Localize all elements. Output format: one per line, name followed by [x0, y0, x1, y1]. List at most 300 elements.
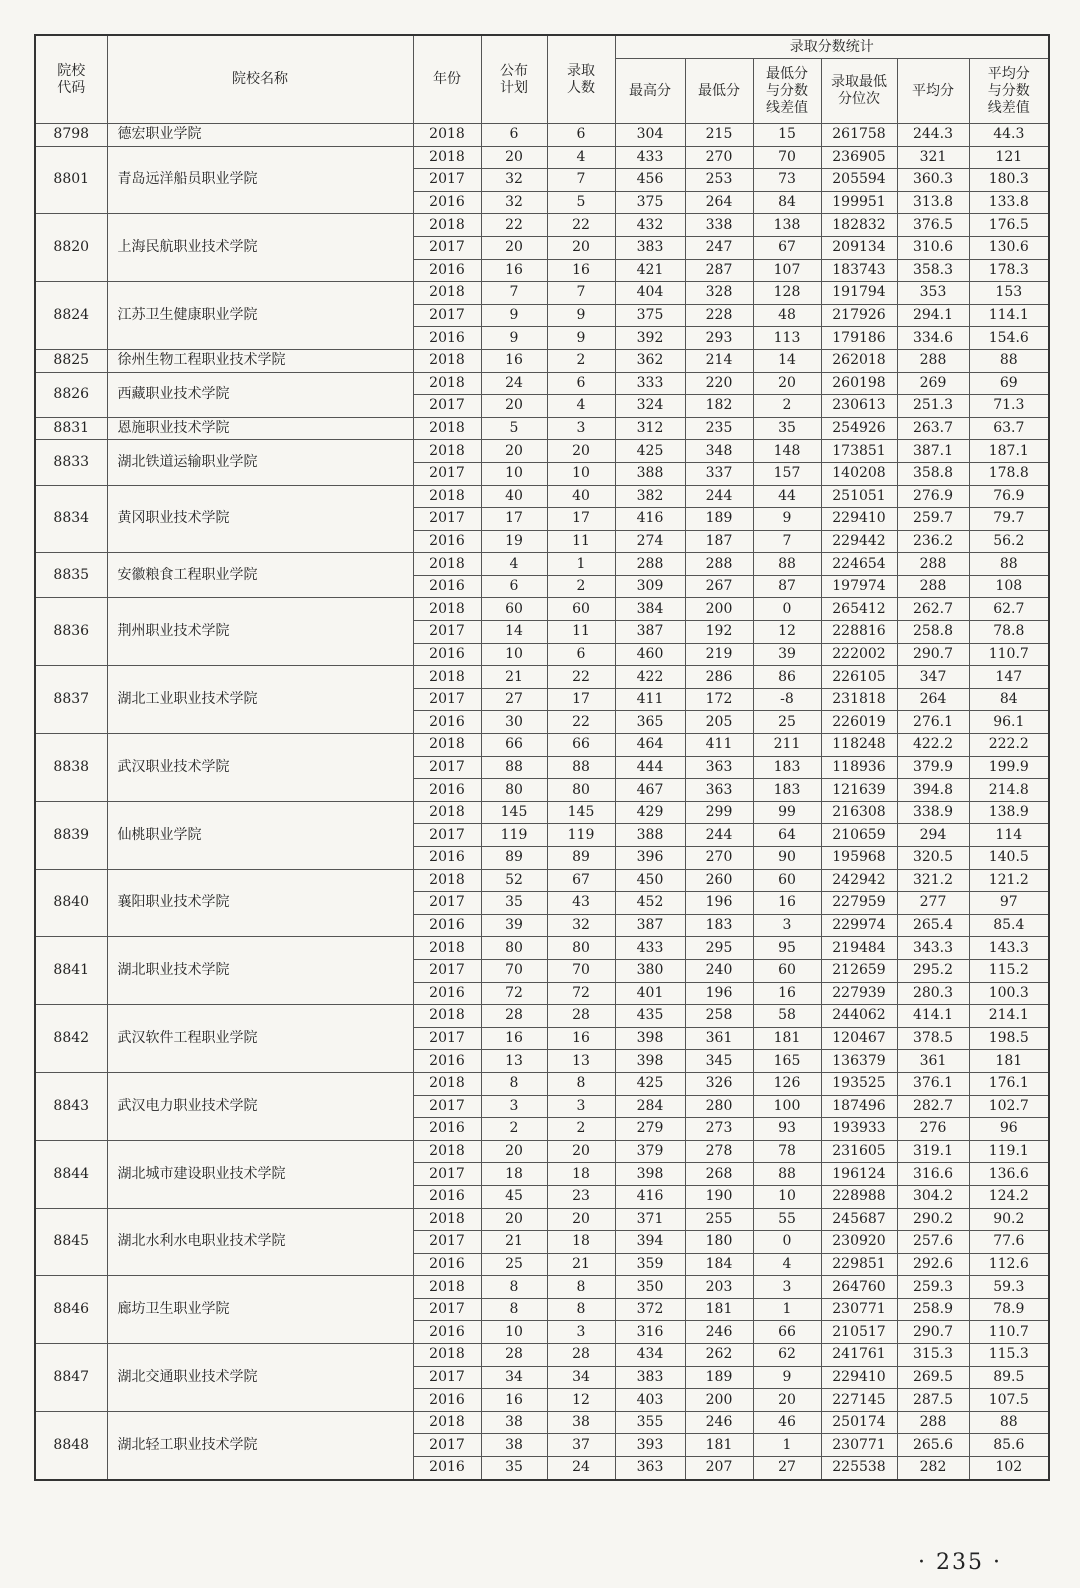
cell-min-diff: 183 [753, 756, 821, 779]
cell-min-score: 215 [685, 124, 753, 147]
table-row [35, 372, 1049, 395]
table-row [35, 349, 1049, 372]
cell-min-diff: 157 [753, 462, 821, 485]
cell-year: 2016 [413, 914, 481, 937]
cell-avg-score: 280.3 [897, 982, 969, 1005]
cell-avg-score: 290.7 [897, 1321, 969, 1344]
cell-min-score: 246 [685, 1411, 753, 1434]
cell-year: 2016 [413, 1050, 481, 1073]
cell-min-diff: 20 [753, 1389, 821, 1412]
cell-plan: 9 [481, 304, 547, 327]
table-row [35, 1344, 1049, 1367]
cell-max-score: 433 [615, 937, 685, 960]
cell-avg-score: 276 [897, 1118, 969, 1141]
cell-max-score: 350 [615, 1276, 685, 1299]
cell-min-diff: 64 [753, 824, 821, 847]
cell-admitted: 16 [547, 259, 615, 282]
cell-admitted: 8 [547, 1298, 615, 1321]
cell-min-diff: 4 [753, 1253, 821, 1276]
cell-year: 2018 [413, 1005, 481, 1028]
cell-plan: 39 [481, 914, 547, 937]
cell-plan: 80 [481, 779, 547, 802]
cell-avg-diff: 108 [969, 575, 1049, 598]
cell-min-score: 363 [685, 756, 753, 779]
cell-avg-score: 414.1 [897, 1005, 969, 1028]
cell-avg-diff: 102.7 [969, 1095, 1049, 1118]
cell-max-score: 435 [615, 1005, 685, 1028]
school-code: 8833 [35, 440, 107, 485]
cell-plan: 80 [481, 937, 547, 960]
cell-avg-diff: 121.2 [969, 869, 1049, 892]
cell-avg-diff: 63.7 [969, 417, 1049, 440]
cell-avg-score: 315.3 [897, 1344, 969, 1367]
cell-max-score: 372 [615, 1298, 685, 1321]
cell-year: 2018 [413, 1276, 481, 1299]
cell-max-score: 398 [615, 1027, 685, 1050]
cell-admitted: 7 [547, 282, 615, 305]
cell-min-diff: 95 [753, 937, 821, 960]
cell-min-rank: 179186 [821, 327, 897, 350]
cell-max-score: 384 [615, 598, 685, 621]
cell-min-score: 268 [685, 1163, 753, 1186]
cell-min-rank: 219484 [821, 937, 897, 960]
cell-admitted: 2 [547, 1118, 615, 1141]
cell-min-diff: 87 [753, 575, 821, 598]
cell-max-score: 432 [615, 214, 685, 237]
cell-admitted: 1 [547, 553, 615, 576]
cell-avg-score: 360.3 [897, 169, 969, 192]
cell-avg-diff: 69 [969, 372, 1049, 395]
cell-plan: 27 [481, 688, 547, 711]
cell-min-rank: 118248 [821, 734, 897, 757]
cell-year: 2018 [413, 937, 481, 960]
cell-year: 2017 [413, 1163, 481, 1186]
cell-min-diff: 73 [753, 169, 821, 192]
school-code: 8820 [35, 214, 107, 282]
cell-admitted: 6 [547, 372, 615, 395]
cell-min-diff: 27 [753, 1457, 821, 1480]
cell-min-rank: 199951 [821, 191, 897, 214]
cell-avg-score: 343.3 [897, 937, 969, 960]
cell-admitted: 6 [547, 643, 615, 666]
cell-max-score: 355 [615, 1411, 685, 1434]
cell-year: 2016 [413, 847, 481, 870]
school-code: 8841 [35, 937, 107, 1005]
cell-year: 2018 [413, 598, 481, 621]
cell-avg-diff: 62.7 [969, 598, 1049, 621]
cell-year: 2018 [413, 349, 481, 372]
school-code: 8836 [35, 598, 107, 666]
cell-avg-score: 313.8 [897, 191, 969, 214]
school-code: 8847 [35, 1344, 107, 1412]
cell-min-diff: 2 [753, 395, 821, 418]
cell-min-rank: 254926 [821, 417, 897, 440]
cell-avg-score: 294.1 [897, 304, 969, 327]
cell-avg-diff: 100.3 [969, 982, 1049, 1005]
cell-max-score: 382 [615, 485, 685, 508]
cell-min-rank: 260198 [821, 372, 897, 395]
cell-min-rank: 245687 [821, 1208, 897, 1231]
cell-min-score: 326 [685, 1072, 753, 1095]
cell-admitted: 38 [547, 1411, 615, 1434]
cell-avg-score: 353 [897, 282, 969, 305]
cell-max-score: 309 [615, 575, 685, 598]
table-row [35, 1005, 1049, 1028]
cell-admitted: 22 [547, 666, 615, 689]
cell-year: 2017 [413, 1231, 481, 1254]
cell-avg-score: 376.1 [897, 1072, 969, 1095]
cell-plan: 88 [481, 756, 547, 779]
cell-min-diff: 107 [753, 259, 821, 282]
cell-max-score: 316 [615, 1321, 685, 1344]
cell-year: 2017 [413, 1027, 481, 1050]
cell-min-diff: 84 [753, 191, 821, 214]
cell-min-rank: 140208 [821, 462, 897, 485]
cell-min-rank: 210659 [821, 824, 897, 847]
cell-min-score: 228 [685, 304, 753, 327]
cell-max-score: 274 [615, 530, 685, 553]
cell-year: 2018 [413, 146, 481, 169]
cell-year: 2018 [413, 124, 481, 147]
cell-max-score: 450 [615, 869, 685, 892]
cell-min-diff: 60 [753, 869, 821, 892]
cell-avg-diff: 88 [969, 1411, 1049, 1434]
cell-avg-diff: 180.3 [969, 169, 1049, 192]
cell-avg-diff: 138.9 [969, 801, 1049, 824]
cell-min-diff: 211 [753, 734, 821, 757]
school-name: 湖北水利水电职业技术学院 [107, 1208, 413, 1276]
cell-avg-score: 376.5 [897, 214, 969, 237]
cell-plan: 20 [481, 236, 547, 259]
cell-avg-diff: 59.3 [969, 1276, 1049, 1299]
cell-avg-score: 422.2 [897, 734, 969, 757]
cell-year: 2018 [413, 1072, 481, 1095]
cell-plan: 38 [481, 1434, 547, 1457]
cell-plan: 7 [481, 282, 547, 305]
cell-admitted: 32 [547, 914, 615, 937]
cell-min-score: 246 [685, 1321, 753, 1344]
cell-admitted: 2 [547, 349, 615, 372]
cell-avg-score: 244.3 [897, 124, 969, 147]
cell-avg-score: 257.6 [897, 1231, 969, 1254]
cell-plan: 52 [481, 869, 547, 892]
cell-max-score: 398 [615, 1163, 685, 1186]
cell-avg-score: 288 [897, 349, 969, 372]
cell-avg-score: 287.5 [897, 1389, 969, 1412]
cell-min-score: 264 [685, 191, 753, 214]
cell-max-score: 460 [615, 643, 685, 666]
table-row [35, 598, 1049, 621]
cell-admitted: 21 [547, 1253, 615, 1276]
cell-plan: 10 [481, 1321, 547, 1344]
school-name: 湖北城市建设职业技术学院 [107, 1140, 413, 1208]
cell-min-score: 207 [685, 1457, 753, 1480]
cell-min-diff: -8 [753, 688, 821, 711]
cell-avg-score: 290.7 [897, 643, 969, 666]
cell-plan: 13 [481, 1050, 547, 1073]
cell-min-score: 293 [685, 327, 753, 350]
cell-min-score: 189 [685, 508, 753, 531]
cell-avg-diff: 153 [969, 282, 1049, 305]
cell-admitted: 12 [547, 1389, 615, 1412]
cell-admitted: 60 [547, 598, 615, 621]
cell-admitted: 88 [547, 756, 615, 779]
cell-avg-score: 282 [897, 1457, 969, 1480]
cell-admitted: 18 [547, 1163, 615, 1186]
cell-min-diff: 67 [753, 236, 821, 259]
cell-min-rank: 262018 [821, 349, 897, 372]
cell-min-diff: 10 [753, 1185, 821, 1208]
cell-avg-diff: 114.1 [969, 304, 1049, 327]
cell-admitted: 16 [547, 1027, 615, 1050]
school-name: 江苏卫生健康职业学院 [107, 282, 413, 350]
cell-min-rank: 224654 [821, 553, 897, 576]
cell-max-score: 362 [615, 349, 685, 372]
cell-min-rank: 196124 [821, 1163, 897, 1186]
cell-year: 2017 [413, 508, 481, 531]
cell-min-score: 273 [685, 1118, 753, 1141]
cell-min-score: 200 [685, 598, 753, 621]
cell-avg-score: 387.1 [897, 440, 969, 463]
cell-avg-diff: 110.7 [969, 1321, 1049, 1344]
school-code: 8834 [35, 485, 107, 553]
cell-min-score: 214 [685, 349, 753, 372]
school-code: 8835 [35, 553, 107, 598]
cell-min-rank: 250174 [821, 1411, 897, 1434]
cell-max-score: 467 [615, 779, 685, 802]
cell-min-rank: 195968 [821, 847, 897, 870]
cell-year: 2018 [413, 440, 481, 463]
cell-admitted: 37 [547, 1434, 615, 1457]
cell-max-score: 288 [615, 553, 685, 576]
cell-min-score: 220 [685, 372, 753, 395]
cell-avg-diff: 176.5 [969, 214, 1049, 237]
cell-avg-diff: 124.2 [969, 1185, 1049, 1208]
cell-max-score: 425 [615, 440, 685, 463]
table-row [35, 553, 1049, 576]
table-row [35, 485, 1049, 508]
cell-min-score: 219 [685, 643, 753, 666]
cell-max-score: 388 [615, 824, 685, 847]
page [34, 34, 1048, 1520]
cell-year: 2016 [413, 1389, 481, 1412]
header-max-score: 最高分 [615, 59, 685, 124]
school-code: 8839 [35, 801, 107, 869]
cell-min-diff: 15 [753, 124, 821, 147]
cell-min-score: 172 [685, 688, 753, 711]
cell-admitted: 28 [547, 1344, 615, 1367]
cell-min-score: 183 [685, 914, 753, 937]
cell-avg-diff: 121 [969, 146, 1049, 169]
cell-plan: 66 [481, 734, 547, 757]
cell-avg-score: 265.4 [897, 914, 969, 937]
cell-plan: 20 [481, 1208, 547, 1231]
cell-min-score: 205 [685, 711, 753, 734]
cell-min-diff: 1 [753, 1298, 821, 1321]
cell-max-score: 416 [615, 1185, 685, 1208]
cell-admitted: 13 [547, 1050, 615, 1073]
cell-min-diff: 44 [753, 485, 821, 508]
cell-admitted: 18 [547, 1231, 615, 1254]
cell-min-rank: 229974 [821, 914, 897, 937]
cell-min-score: 295 [685, 937, 753, 960]
cell-avg-score: 338.9 [897, 801, 969, 824]
cell-year: 2017 [413, 621, 481, 644]
cell-admitted: 10 [547, 462, 615, 485]
school-code: 8801 [35, 146, 107, 214]
school-code: 8838 [35, 734, 107, 802]
cell-avg-score: 269.5 [897, 1366, 969, 1389]
cell-avg-score: 262.7 [897, 598, 969, 621]
school-name: 德宏职业学院 [107, 124, 413, 147]
cell-avg-score: 282.7 [897, 1095, 969, 1118]
cell-year: 2016 [413, 575, 481, 598]
cell-plan: 19 [481, 530, 547, 553]
cell-max-score: 375 [615, 304, 685, 327]
cell-min-rank: 244062 [821, 1005, 897, 1028]
cell-year: 2016 [413, 1118, 481, 1141]
cell-admitted: 9 [547, 327, 615, 350]
cell-avg-score: 295.2 [897, 959, 969, 982]
cell-plan: 6 [481, 124, 547, 147]
cell-admitted: 24 [547, 1457, 615, 1480]
cell-max-score: 388 [615, 462, 685, 485]
cell-min-score: 180 [685, 1231, 753, 1254]
cell-year: 2016 [413, 711, 481, 734]
school-code: 8848 [35, 1411, 107, 1479]
cell-min-score: 255 [685, 1208, 753, 1231]
cell-min-rank: 251051 [821, 485, 897, 508]
cell-admitted: 70 [547, 959, 615, 982]
cell-max-score: 375 [615, 191, 685, 214]
cell-avg-diff: 78.9 [969, 1298, 1049, 1321]
cell-year: 2018 [413, 801, 481, 824]
cell-avg-score: 265.6 [897, 1434, 969, 1457]
cell-year: 2017 [413, 959, 481, 982]
cell-min-diff: 48 [753, 304, 821, 327]
cell-admitted: 72 [547, 982, 615, 1005]
cell-plan: 21 [481, 1231, 547, 1254]
cell-avg-score: 276.1 [897, 711, 969, 734]
cell-max-score: 434 [615, 1344, 685, 1367]
table-row [35, 1276, 1049, 1299]
cell-min-rank: 187496 [821, 1095, 897, 1118]
cell-avg-diff: 147 [969, 666, 1049, 689]
school-name: 上海民航职业技术学院 [107, 214, 413, 282]
cell-min-score: 189 [685, 1366, 753, 1389]
cell-avg-score: 316.6 [897, 1163, 969, 1186]
cell-year: 2017 [413, 1366, 481, 1389]
table-row [35, 146, 1049, 169]
school-name: 湖北职业技术学院 [107, 937, 413, 1005]
school-name: 武汉电力职业技术学院 [107, 1072, 413, 1140]
cell-min-score: 184 [685, 1253, 753, 1276]
cell-avg-diff: 96.1 [969, 711, 1049, 734]
cell-avg-diff: 78.8 [969, 621, 1049, 644]
cell-max-score: 365 [615, 711, 685, 734]
cell-plan: 17 [481, 508, 547, 531]
cell-avg-diff: 222.2 [969, 734, 1049, 757]
cell-min-diff: 78 [753, 1140, 821, 1163]
cell-year: 2016 [413, 643, 481, 666]
cell-max-score: 456 [615, 169, 685, 192]
cell-avg-diff: 102 [969, 1457, 1049, 1480]
cell-min-rank: 236905 [821, 146, 897, 169]
school-name: 武汉职业技术学院 [107, 734, 413, 802]
cell-min-score: 287 [685, 259, 753, 282]
cell-min-diff: 100 [753, 1095, 821, 1118]
cell-plan: 20 [481, 1140, 547, 1163]
cell-max-score: 464 [615, 734, 685, 757]
cell-avg-score: 288 [897, 575, 969, 598]
header-avg-score: 平均分 [897, 59, 969, 124]
school-name: 湖北交通职业技术学院 [107, 1344, 413, 1412]
cell-min-score: 235 [685, 417, 753, 440]
cell-min-rank: 225538 [821, 1457, 897, 1480]
table-row [35, 937, 1049, 960]
cell-plan: 32 [481, 191, 547, 214]
cell-avg-score: 320.5 [897, 847, 969, 870]
cell-year: 2016 [413, 1185, 481, 1208]
cell-avg-score: 358.8 [897, 462, 969, 485]
table-row [35, 1140, 1049, 1163]
school-code: 8843 [35, 1072, 107, 1140]
school-name: 廊坊卫生职业学院 [107, 1276, 413, 1344]
cell-max-score: 433 [615, 146, 685, 169]
cell-min-diff: 183 [753, 779, 821, 802]
cell-avg-diff: 115.3 [969, 1344, 1049, 1367]
cell-min-score: 181 [685, 1298, 753, 1321]
cell-min-diff: 128 [753, 282, 821, 305]
cell-admitted: 17 [547, 508, 615, 531]
cell-avg-diff: 154.6 [969, 327, 1049, 350]
school-code: 8826 [35, 372, 107, 417]
cell-year: 2018 [413, 214, 481, 237]
school-code: 8842 [35, 1005, 107, 1073]
header-admitted: 录取 人数 [547, 35, 615, 124]
header-avg-diff: 平均分 与分数 线差值 [969, 59, 1049, 124]
cell-admitted: 28 [547, 1005, 615, 1028]
cell-year: 2017 [413, 462, 481, 485]
cell-max-score: 429 [615, 801, 685, 824]
cell-plan: 28 [481, 1344, 547, 1367]
cell-min-rank: 230920 [821, 1231, 897, 1254]
cell-avg-score: 264 [897, 688, 969, 711]
header-min-score: 最低分 [685, 59, 753, 124]
cell-min-score: 258 [685, 1005, 753, 1028]
cell-year: 2016 [413, 191, 481, 214]
school-code: 8844 [35, 1140, 107, 1208]
cell-avg-diff: 89.5 [969, 1366, 1049, 1389]
header-min-diff: 最低分 与分数 线差值 [753, 59, 821, 124]
header-school-code: 院校 代码 [35, 35, 107, 124]
cell-admitted: 6 [547, 124, 615, 147]
cell-max-score: 444 [615, 756, 685, 779]
cell-min-score: 348 [685, 440, 753, 463]
cell-min-diff: 113 [753, 327, 821, 350]
school-name: 襄阳职业技术学院 [107, 869, 413, 937]
cell-avg-score: 321 [897, 146, 969, 169]
cell-min-score: 244 [685, 485, 753, 508]
cell-admitted: 43 [547, 892, 615, 915]
cell-year: 2018 [413, 1208, 481, 1231]
cell-min-rank: 209134 [821, 236, 897, 259]
cell-max-score: 401 [615, 982, 685, 1005]
cell-max-score: 333 [615, 372, 685, 395]
school-name: 安徽粮食工程职业学院 [107, 553, 413, 598]
school-name: 西藏职业技术学院 [107, 372, 413, 417]
header-year: 年份 [413, 35, 481, 124]
